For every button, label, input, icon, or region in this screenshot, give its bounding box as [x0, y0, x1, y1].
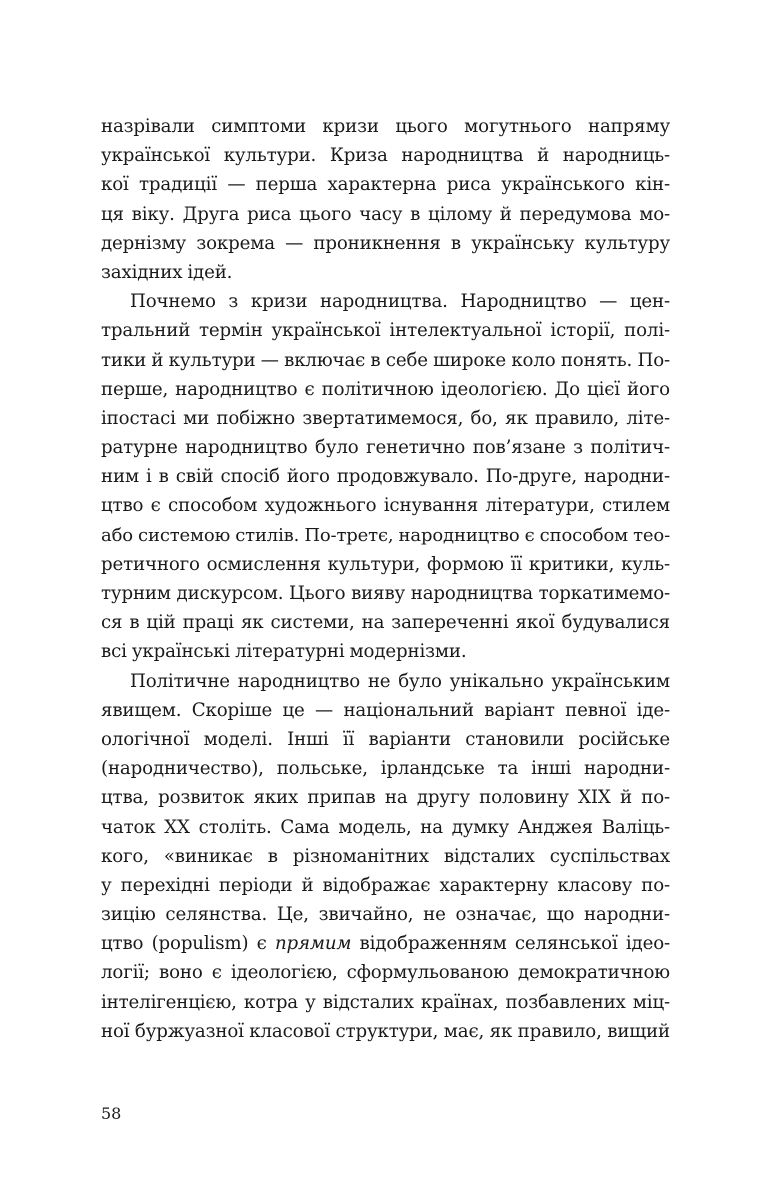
text-line: української культури. Криза народництва й народниць- [101, 145, 670, 167]
text-line: ся в цій праці як системи, на запереченні якої будувалися [101, 612, 670, 634]
body-text [101, 112, 670, 1046]
text-run: цтво (populism) є [101, 933, 275, 955]
page-number: 58 [101, 1104, 122, 1123]
text-line: ологічної моделі. Інші її варіанти становили російське [101, 728, 670, 750]
text-line: кого, «виникає в різноманітних відсталих суспільствах [101, 845, 670, 867]
text-line: всі українські літературні модернізми. [101, 641, 467, 663]
text-line: інтелігенцією, котра у відсталих країнах, позбавлених міц- [101, 991, 670, 1013]
text-line: або системою стилів. По-третє, народництво є способом тео- [101, 524, 670, 546]
paragraph-3 [101, 667, 670, 1046]
emphasized-word: прямим [274, 933, 352, 955]
paragraph-2 [101, 287, 670, 666]
text-line-with-emphasis [101, 929, 670, 958]
text-line: назрівали симптоми кризи цього могутнього напряму [101, 116, 670, 137]
text-line: тики й культури — включає в себе широке коло понять. По- [101, 349, 670, 371]
text-line: ця віку. Друга риса цього часу в цілому й передумова мо- [101, 203, 670, 225]
text-line: цтво є способом художнього існування літератури, стилем [101, 495, 670, 517]
text-line: ратурне народництво було генетично пов’язане з політич- [101, 437, 670, 459]
text-line: явищем. Скоріше це — національний варіант певної іде- [101, 699, 670, 721]
text-line: тральний термін української інтелектуальної історії, полі- [101, 320, 670, 342]
text-line: турним дискурсом. Цього вияву народництва торкатимемо- [101, 583, 670, 604]
text-line: ним і в свій спосіб його продовжувало. По-друге, народни- [101, 466, 670, 488]
text-line: кої традиції — перша характерна риса українського кін- [101, 174, 670, 196]
text-line: ретичного осмислення культури, формою її критики, куль- [101, 553, 670, 575]
text-line: західних ідей. [101, 261, 233, 283]
text-line: іпостасі ми побіжно звертатимемося, бо, як правило, літе- [101, 407, 670, 429]
text-line: у перехідні періоди й відображає характерну класову по- [101, 874, 670, 896]
text-line: Почнемо з кризи народництва. Народництво — цен- [130, 291, 670, 313]
text-run: відображенням селянської ідео- [351, 933, 670, 955]
text-line: (народничество), польське, ірландське та інші народни- [101, 758, 670, 780]
text-line: зицію селянства. Це, звичайно, не означає, що народни- [101, 904, 670, 926]
text-line: ної буржуазної класової структури, має, як правило, вищий [101, 1020, 670, 1042]
text-line: дернізму зокрема — проникнення в українську культуру [101, 232, 670, 254]
paragraph-1 [101, 112, 670, 287]
text-line: Політичне народництво не було унікально українським [130, 670, 670, 692]
text-line: перше, народництво є політичною ідеологією. До цієї його [101, 378, 670, 400]
text-line: чаток XX століть. Сама модель, на думку Анджея Валіць- [101, 816, 670, 838]
text-line: логії; воно є ідеологією, сформульованою демократичною [101, 962, 670, 984]
text-line: цтва, розвиток яких припав на другу половину XIX й по- [101, 787, 670, 809]
